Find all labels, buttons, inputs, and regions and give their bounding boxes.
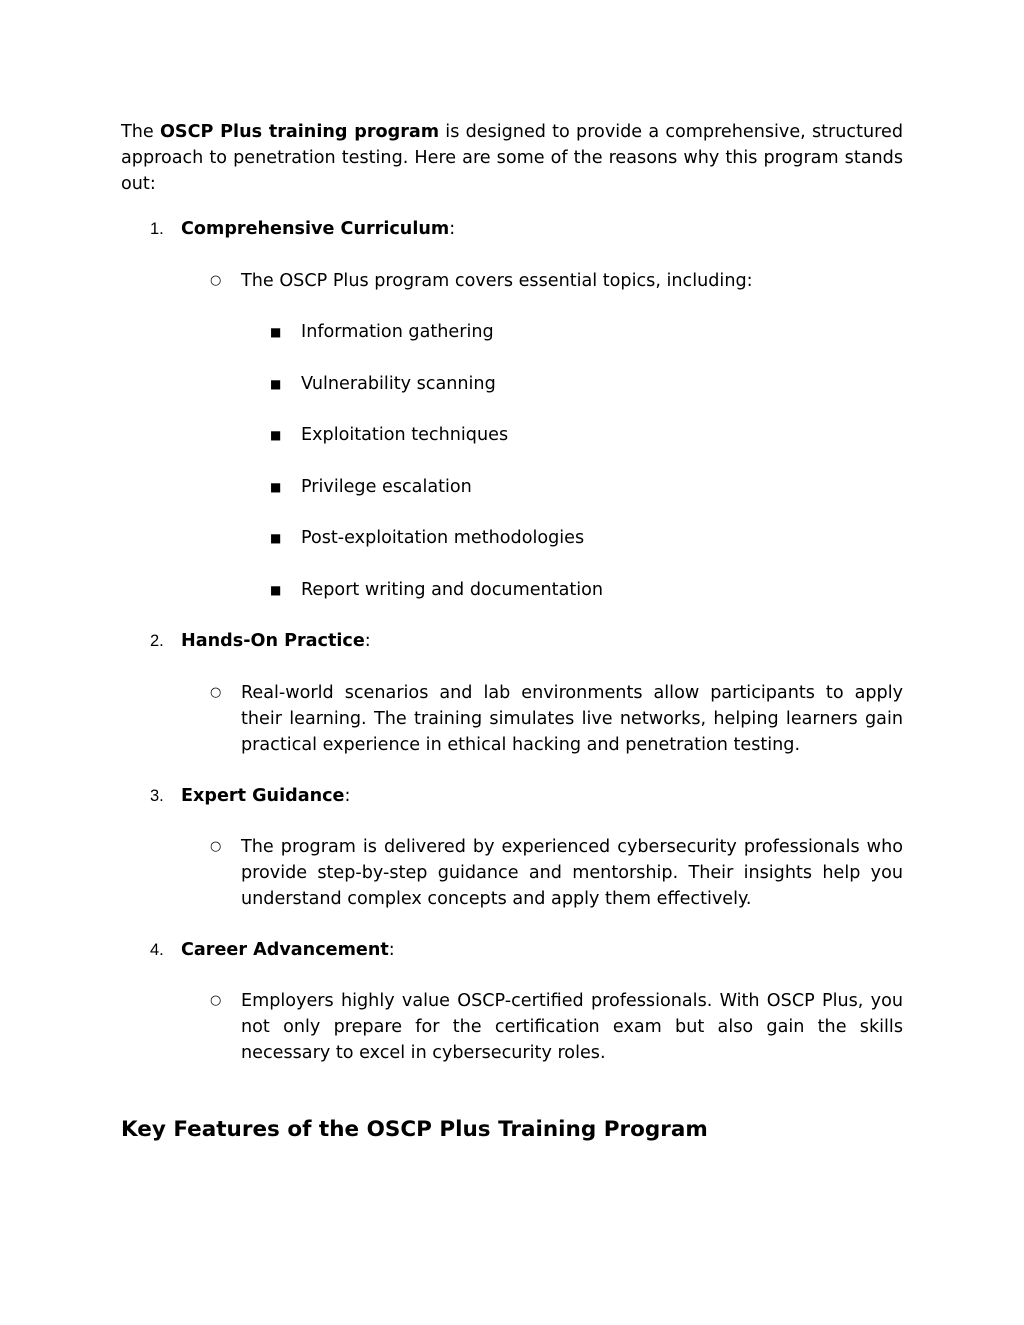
sub-bullet-item [270,474,472,500]
bullet-text: Real-world scenarios and lab environments allow participants to apply their learning. The training simulates live networks, helping learners gain practical experience in ethical hacking and penetration testing. [241,683,903,755]
sub-bullet-text: Report writing and documentation [301,580,604,600]
section-title: Expert Guidance [181,786,345,806]
bullet-item-expert-guidance [210,834,903,912]
section-title: Career Advancement [181,940,389,960]
square-bullet-icon: ■ [270,480,282,494]
sub-bullet-item [270,525,584,551]
bullet-text: Employers highly value OSCP-certified professionals. With OSCP Plus, you not only prepare for the certification exam but also gain the skills necessary to excel in cybersecurity roles. [241,991,903,1063]
square-bullet-icon: ■ [270,377,282,391]
bullet-text: The OSCP Plus program covers essential topics, including: [241,271,753,291]
section-title: Comprehensive Curriculum [181,219,450,239]
numbered-item-expert-guidance [150,783,350,809]
intro-suffix: is designed to provide a comprehensive, structured approach to penetration testing. Here are some of the reasons why this program stands out: [121,122,903,194]
bullet-item-curriculum [210,268,903,294]
numbered-item-career [150,937,395,963]
sub-bullet-text: Post-exploitation methodologies [301,528,585,548]
numbered-item-hands-on [150,628,371,654]
section-heading: Key Features of the OSCP Plus Training Program [121,1117,708,1142]
list-number: 1. [150,220,164,238]
title-colon: : [344,786,351,806]
sub-bullet-text: Privilege escalation [301,477,472,497]
list-number: 3. [150,787,164,805]
bullet-text: The program is delivered by experienced cybersecurity professionals who provide step-by-step guidance and mentorship. Their insights help you understand complex concepts and apply them effectively. [241,837,903,909]
bullet-item-hands-on [210,680,903,758]
list-number: 4. [150,941,164,959]
title-colon: : [364,631,371,651]
sub-bullet-text: Information gathering [301,322,494,342]
intro-program-name: OSCP Plus training program [159,122,440,142]
title-colon: : [449,219,456,239]
square-bullet-icon: ■ [270,531,282,545]
circle-bullet-icon: ○ [210,993,222,1008]
circle-bullet-icon: ○ [210,685,222,700]
title-colon: : [388,940,395,960]
section-title: Hands-On Practice [181,631,365,651]
numbered-item-curriculum [150,216,455,242]
sub-bullet-item [270,371,496,397]
sub-bullet-text: Vulnerability scanning [301,374,496,394]
square-bullet-icon: ■ [270,325,282,339]
square-bullet-icon: ■ [270,428,282,442]
circle-bullet-icon: ○ [210,839,222,854]
sub-bullet-text: Exploitation techniques [301,425,509,445]
sub-bullet-item [270,319,494,345]
list-number: 2. [150,632,164,650]
sub-bullet-item [270,422,508,448]
intro-prefix: The [121,122,160,142]
circle-bullet-icon: ○ [210,273,222,288]
bullet-item-career [210,988,903,1066]
square-bullet-icon: ■ [270,583,282,597]
sub-bullet-item [270,577,603,603]
intro-paragraph [121,119,903,197]
